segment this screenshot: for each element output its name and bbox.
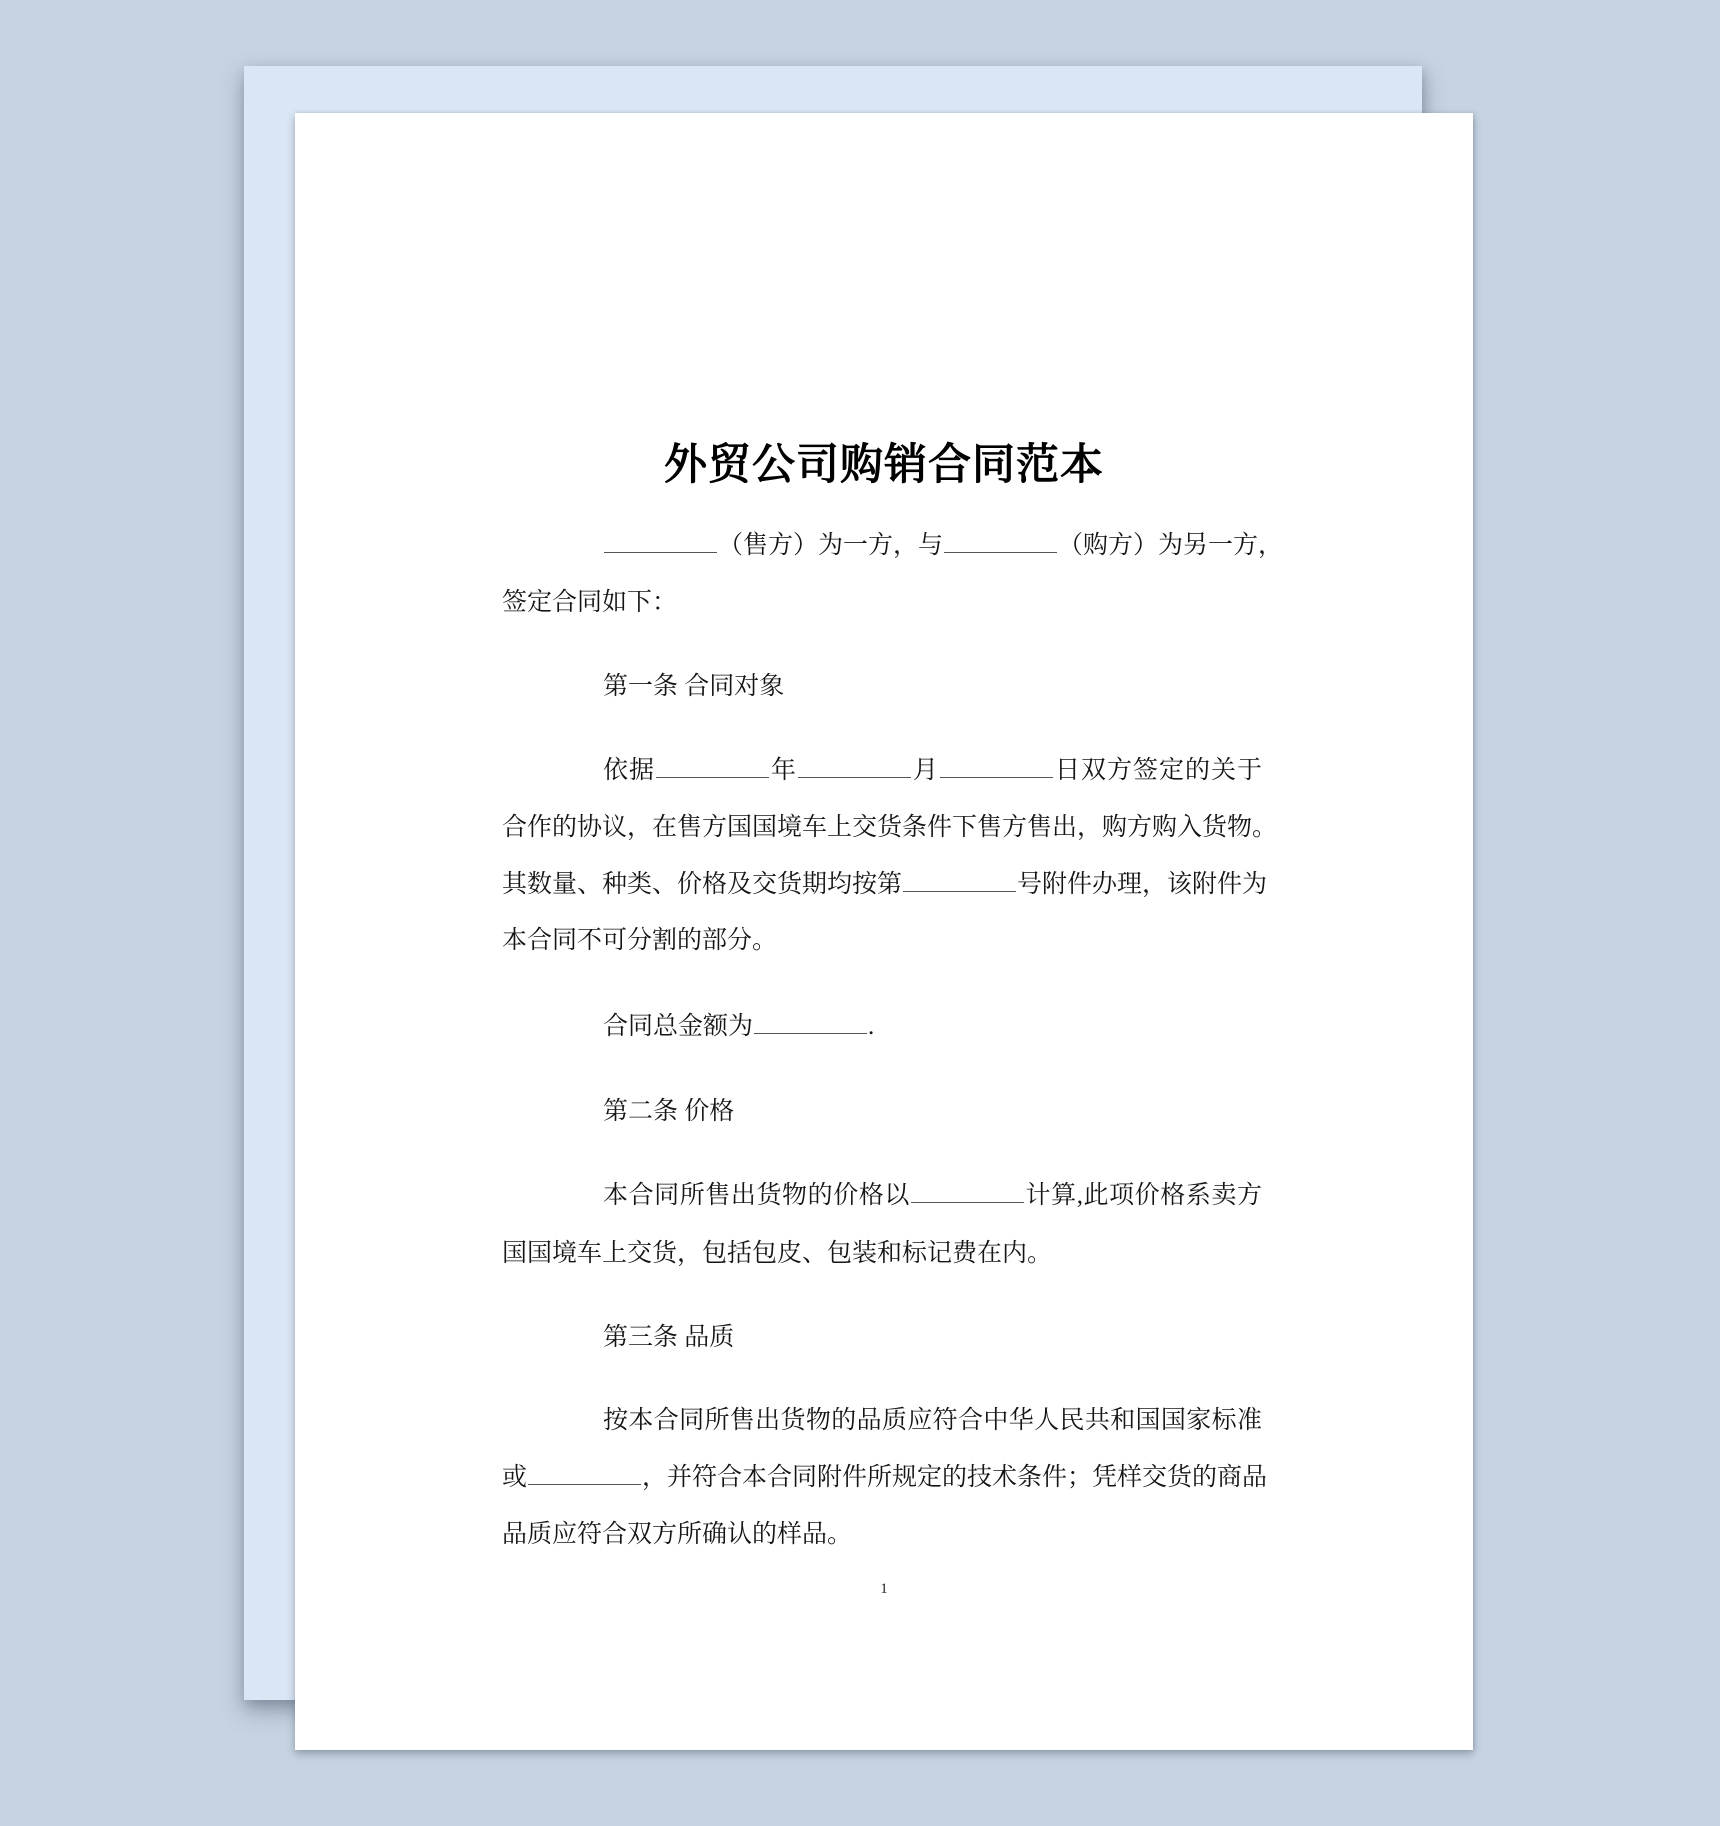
total-amount-line: 合同总金额为 . — [603, 1013, 875, 1040]
annex-number-blank-field[interactable] — [903, 869, 1016, 892]
month-blank-field[interactable] — [798, 755, 911, 778]
intro-line-2: 签定合同如下： — [502, 589, 678, 616]
article-3-paragraph-line-3: 品质应符合双方所确认的样品。 — [502, 1521, 853, 1548]
article-1-heading: 第一条 合同对象 — [603, 673, 785, 700]
buyer-blank-field[interactable] — [944, 530, 1057, 553]
intro-line-1: （售方）为一方，与 （购方）为另一方， — [502, 529, 1262, 563]
standard-blank-field[interactable] — [528, 1462, 641, 1485]
year-blank-field[interactable] — [656, 755, 769, 778]
page-number: 1 — [880, 1581, 888, 1597]
article-1-paragraph-line-4: 本合同不可分割的部分。 — [502, 927, 778, 954]
article-3-paragraph-line-1: 按本合同所售出货物的品质应符合中华人民共和国国家标准 — [603, 1407, 1262, 1434]
total-amount-blank-field[interactable] — [754, 1011, 867, 1034]
article-1-paragraph-line-1: 依据 年 月 日双方签定的关于 — [603, 757, 1262, 784]
article-2-paragraph-line-2: 国国境车上交货，包括包皮、包装和标记费在内。 — [502, 1240, 1053, 1267]
article-2-heading: 第二条 价格 — [603, 1098, 735, 1125]
price-basis-blank-field[interactable] — [911, 1180, 1024, 1203]
document-title: 外贸公司购销合同范本 — [664, 440, 1104, 490]
document-page — [295, 113, 1473, 1750]
seller-blank-field[interactable] — [604, 530, 717, 553]
article-1-paragraph-line-2: 合作的协议，在售方国国境车上交货条件下售方售出，购方购入货物。 — [502, 814, 1278, 841]
day-blank-field[interactable] — [940, 755, 1053, 778]
article-3-paragraph-line-2: 或 ，并符合本合同附件所规定的技术条件；凭样交货的商品 — [502, 1464, 1268, 1491]
article-2-paragraph-line-1: 本合同所售出货物的价格以 计算,此项价格系卖方 — [603, 1182, 1262, 1209]
article-1-paragraph-line-3: 其数量、种类、价格及交货期均按第 号附件办理，该附件为 — [502, 871, 1268, 898]
article-3-heading: 第三条 品质 — [603, 1324, 735, 1351]
